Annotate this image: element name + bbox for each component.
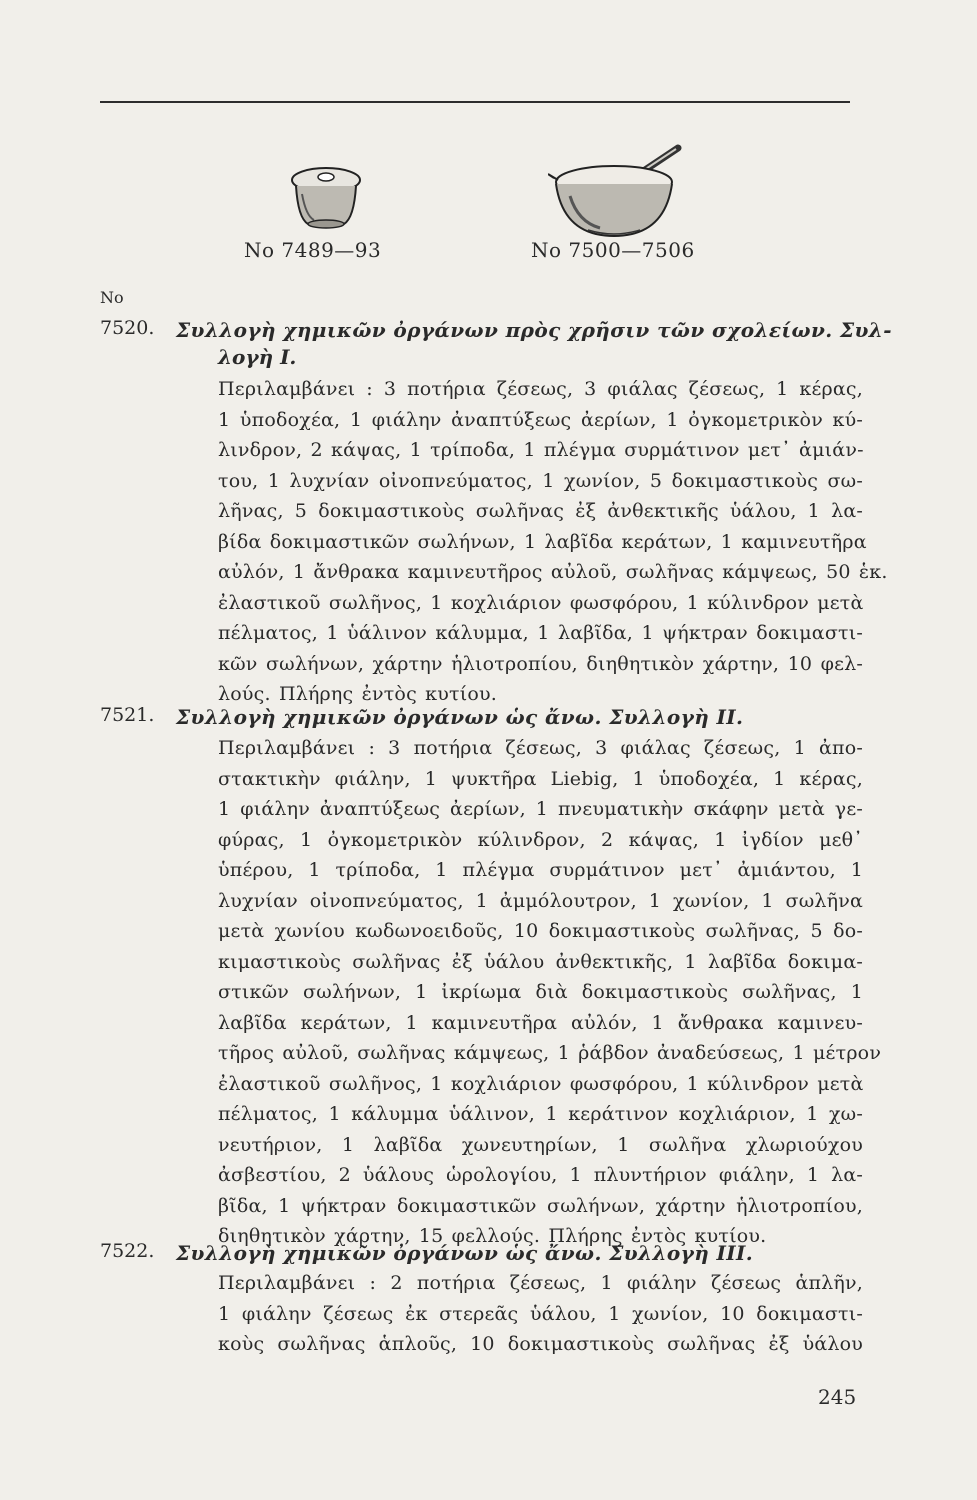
body-line: φύρας, 1 ὀγκομετρικὸν κύλινδρον, 2 κάψας, 1 ἰγδίον μεθ᾽	[218, 828, 863, 851]
body-line: κοὺς σωλῆνας ἁπλοῦς, 10 δοκιμαστικοὺς σωλῆνας ἐξ ὑάλου	[218, 1333, 863, 1355]
entry-title-line: Συλλογὴ χημικῶν ὀργάνων ὡς ἄνω. Συλλογὴ ΙΙΙ.	[176, 1241, 754, 1265]
entry-title-7520	[176, 315, 892, 345]
body-line: λυχνίαν οἰνοπνεύματος, 1 ἀμμόλουτρον, 1 χωνίον, 1 σωλῆνα	[218, 889, 863, 912]
number-column-header: No	[100, 288, 124, 307]
body-line: βῖδα, 1 ψήκτραν δοκιμαστικῶν σωλήνων, χάρτην ἡλιοτροπίου,	[218, 1194, 863, 1217]
figure-caption-dish: No 7500—7506	[531, 238, 695, 262]
entry-title-line: Συλλογὴ χημικῶν ὀργάνων πρὸς χρῆσιν τῶν σχολείων. Συλ-	[176, 318, 892, 342]
body-line: κιμαστικοὺς σωλῆνας ἐξ ὑάλου ἀνθεκτικῆς, 1 λαβῖδα δοκιμα-	[218, 950, 863, 973]
body-line: Περιλαμβάνει : 3 ποτήρια ζέσεως, 3 φιάλας ζέσεως, 1 ἀπο-	[218, 737, 863, 759]
body-line: ἐλαστικοῦ σωλῆνος, 1 κοχλιάριον φωσφόρου, 1 κύλινδρον μετὰ	[218, 1072, 864, 1095]
entry-title-7522	[176, 1238, 866, 1268]
top-rule	[100, 101, 850, 103]
body-line: κῶν σωλήνων, χάρτην ἡλιοτροπίου, διηθητικὸν χάρτην, 10 φελ-	[218, 652, 863, 675]
page-number: 245	[818, 1385, 857, 1409]
body-line: λαβῖδα κεράτων, 1 καμινευτῆρα αὐλόν, 1 ἄνθρακα καμινευ-	[218, 1011, 863, 1034]
body-line: ἀσβεστίου, 2 ὑάλους ὡρολογίου, 1 πλυντήριον φιάλην, 1 λα-	[218, 1164, 863, 1186]
body-line: 1 ὑποδοχέα, 1 φιάλην ἀναπτύξεως ἀερίων, 1 ὀγκομετρικὸν κύ-	[218, 408, 863, 431]
body-line: πέλματος, 1 κάλυμμα ὑάλινον, 1 κεράτινον κοχλιάριον, 1 χω-	[218, 1103, 863, 1125]
body-line: στικῶν σωλήνων, 1 ἰκρίωμα διὰ δοκιμαστικοὺς σωλῆνας, 1	[218, 981, 863, 1003]
entry-body-7520	[218, 374, 888, 710]
entry-body-7521	[218, 733, 882, 1252]
body-line: ἐλαστικοῦ σωλῆνος, 1 κοχλιάριον φωσφόρου, 1 κύλινδρον μετὰ	[218, 591, 864, 614]
crucible-with-lid-icon	[286, 160, 366, 232]
body-line: διηθητικὸν χάρτην, 15 φελλούς. Πλήρης ἐντὸς κυτίου.	[218, 1225, 767, 1247]
body-line: αὐλόν, 1 ἄνθρακα καμινευτῆρος αὐλοῦ, σωλῆνας κάμψεως, 50 ἑκ.	[218, 561, 888, 583]
body-line: στακτικὴν φιάλην, 1 ψυκτῆρα Liebig, 1 ὑποδοχέα, 1 κέρας,	[218, 767, 863, 790]
evaporating-dish-with-rod-icon	[548, 140, 688, 240]
body-line: του, 1 λυχνίαν οἰνοπνεύματος, 1 χωνίον, 5 δοκιμαστικοὺς σω-	[218, 469, 863, 492]
body-line: τῆρος αὐλοῦ, σωλῆνας κάμψεως, 1 ῥάβδον ἀναδεύσεως, 1 μέτρον	[218, 1042, 882, 1064]
body-line: βίδα δοκιμαστικῶν σωλήνων, 1 λαβῖδα κεράτων, 1 καμινευτῆρα	[218, 530, 867, 553]
body-line: λινδρον, 2 κάψας, 1 τρίποδα, 1 πλέγμα συρμάτινον μετ᾽ ἀμιάν-	[218, 439, 864, 461]
body-line: νευτήριον, 1 λαβῖδα χωνευτηρίων, 1 σωλῆνα χλωριούχου	[218, 1133, 863, 1156]
entry-title-7520-cont: λογὴ Ι.	[218, 345, 297, 369]
figure-caption-crucible: No 7489—93	[244, 238, 382, 262]
body-line: μετὰ χωνίου κωδωνοειδοῦς, 10 δοκιμαστικοὺς σωλῆνας, 5 δο-	[218, 920, 863, 942]
entry-number-7520: 7520.	[100, 317, 155, 339]
body-line: Περιλαμβάνει : 2 ποτήρια ζέσεως, 1 φιάλην ζέσεως ἁπλῆν,	[218, 1272, 863, 1294]
body-line: 1 φιάλην ζέσεως ἐκ στερεᾶς ὑάλου, 1 χωνίον, 10 δοκιμαστι-	[218, 1302, 863, 1325]
body-line: λῆνας, 5 δοκιμαστικοὺς σωλῆνας ἐξ ἀνθεκτικῆς ὑάλου, 1 λα-	[218, 500, 863, 522]
entry-number-7521: 7521.	[100, 704, 155, 726]
body-line: ὑπέρου, 1 τρίποδα, 1 πλέγμα συρμάτινον μετ᾽ ἀμιάντου, 1	[218, 859, 863, 881]
body-line: πέλματος, 1 ὑάλινον κάλυμμα, 1 λαβῖδα, 1 ψήκτραν δοκιμαστι-	[218, 622, 863, 644]
entry-body-7522	[218, 1268, 863, 1360]
entry-title-line: Συλλογὴ χημικῶν ὀργάνων ὡς ἄνω. Συλλογὴ ΙΙ.	[176, 705, 744, 729]
body-line: 1 φιάλην ἀναπτύξεως ἀερίων, 1 πνευματικὴν σκάφην μετὰ γε-	[218, 798, 863, 820]
entry-title-7521	[176, 702, 866, 732]
body-line: λούς. Πλήρης ἐντὸς κυτίου.	[218, 683, 497, 705]
entry-number-7522: 7522.	[100, 1240, 155, 1262]
body-line: Περιλαμβάνει : 3 ποτήρια ζέσεως, 3 φιάλας ζέσεως, 1 κέρας,	[218, 378, 863, 400]
